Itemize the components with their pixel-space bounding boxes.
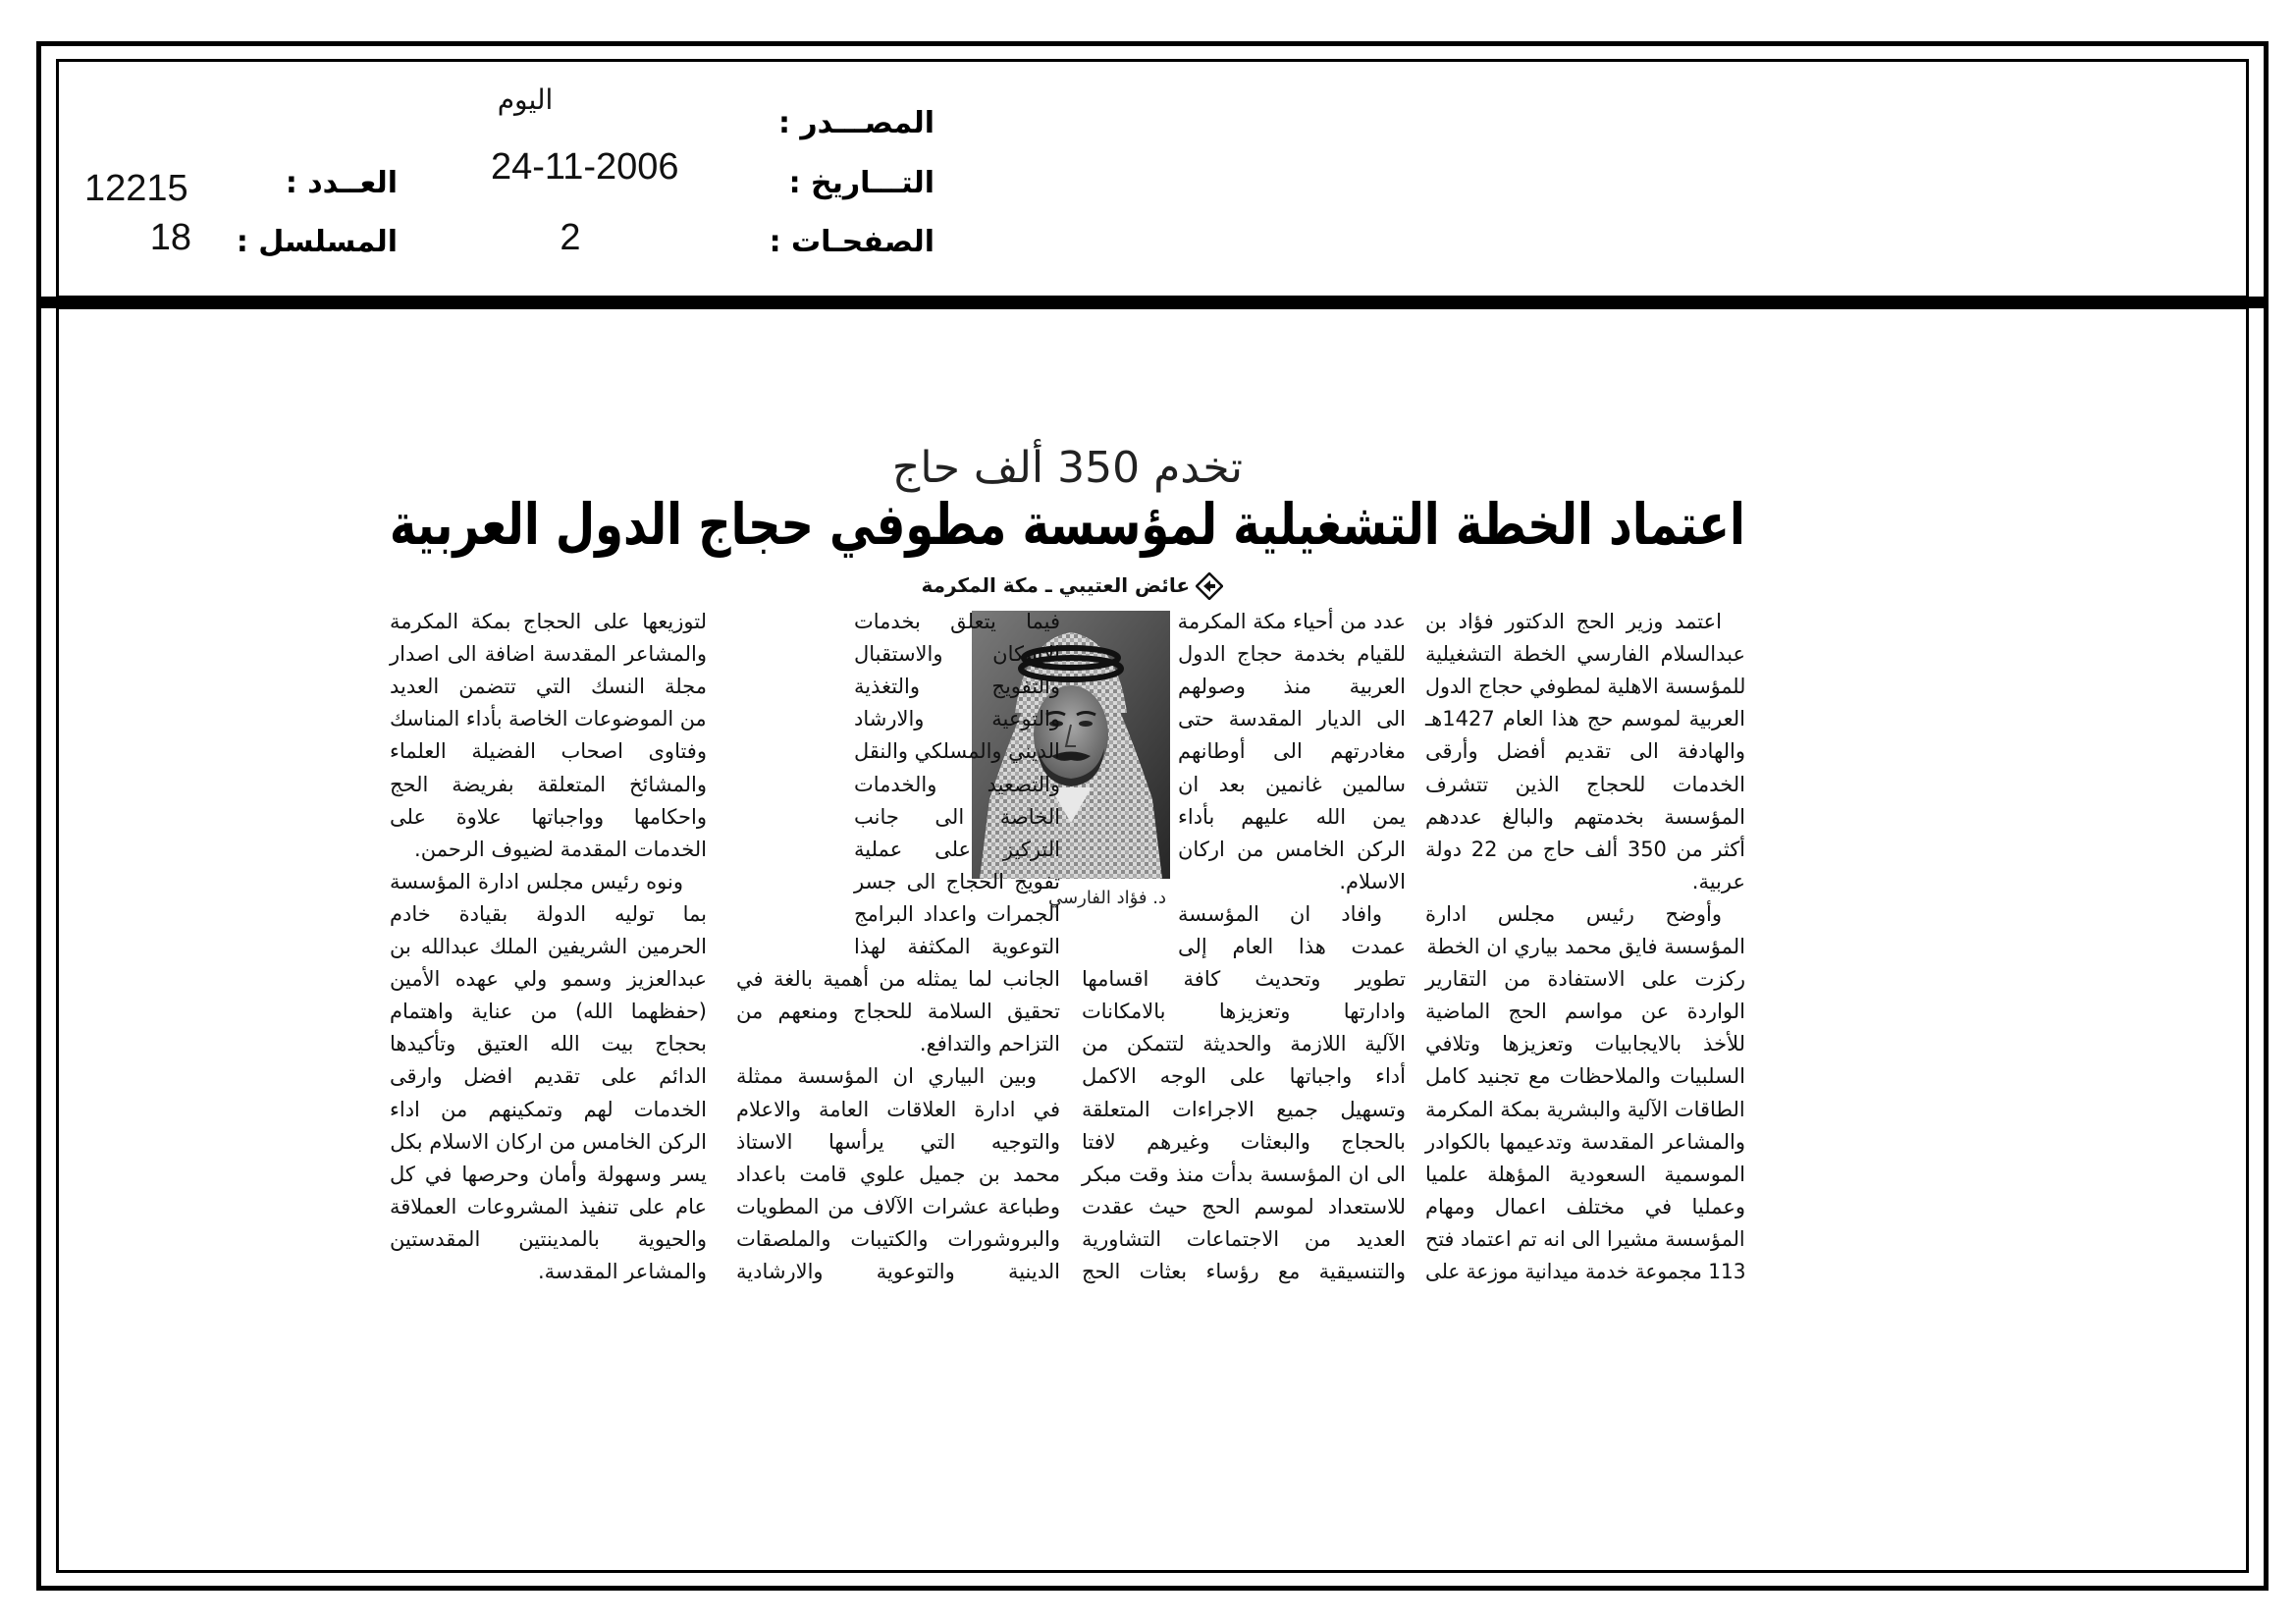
text-line <box>736 1191 1060 1223</box>
text-line-content: للقيام بخدمة حجاج الدول <box>1178 642 1406 667</box>
text-line <box>1082 1256 1406 1288</box>
issue-number-value: 12215 <box>84 168 188 209</box>
text-line-content: الخدمات المقدمة لضيوف الرحمن. <box>414 837 707 861</box>
text-line-content: والحيوية بالمدينتين المقدستين <box>390 1226 707 1251</box>
text-line <box>854 931 1060 963</box>
text-line-content: الخاصة الى جانب <box>854 804 1060 829</box>
text-line-content: والبروشورات والكتيبات والملصقات <box>736 1226 1060 1251</box>
text-line-content: سالمين غانمين بعد ان <box>1178 772 1406 796</box>
text-line-content: الآلية اللازمة والحديثة لتتمكن من <box>1082 1032 1406 1056</box>
photo-caption: د. فؤاد الفارسي <box>1048 888 1166 908</box>
source-value: اليوم <box>497 83 554 116</box>
text-line <box>854 703 1060 735</box>
text-line <box>1082 963 1406 996</box>
text-line <box>1425 606 1745 638</box>
text-line-content: واحكامها وواجباتها علاوة على <box>390 804 707 829</box>
text-line <box>1425 996 1745 1028</box>
text-line-content: وأوضح رئيس مجلس ادارة <box>1425 901 1722 926</box>
text-line <box>390 703 707 735</box>
text-line-content: فيما يتعلق بخدمات <box>854 610 1060 633</box>
text-line <box>390 638 707 671</box>
text-line-content: تحقيق السلامة للحجاج ومنعهم من <box>736 1000 1060 1024</box>
text-line <box>390 1159 707 1191</box>
text-line-content: للأخذ بالايجابيات وتعزيزها وتلافي <box>1425 1032 1745 1056</box>
text-line-content: عبدالعزيز وسمو ولي عهده الأمين <box>390 967 707 992</box>
text-line <box>390 606 707 638</box>
text-line-content: الطاقات الآلية والبشرية بمكة المكرمة <box>1425 1097 1745 1121</box>
text-line-content: في ادارة العلاقات العامة والاعلام <box>736 1097 1060 1121</box>
text-line <box>1178 638 1406 671</box>
text-line-content: المؤسسة فايق محمد بياري ان الخطة <box>1426 935 1745 958</box>
text-line-content: محمد بن جميل علوي قامت باعداد <box>736 1162 1060 1186</box>
text-line-content: ركزت على الاستفادة من التقارير <box>1425 967 1745 992</box>
article-headline <box>390 483 1745 566</box>
text-line <box>854 801 1060 834</box>
text-line-content: الجمرات واعداد البرامج <box>854 901 1060 926</box>
article-column-4 <box>390 606 707 1288</box>
text-line <box>390 931 707 963</box>
text-line <box>1082 1126 1406 1159</box>
text-line-content: الركن الخامس من اركان الاسلام بكل <box>390 1129 707 1154</box>
text-line <box>1425 834 1745 866</box>
text-line <box>736 1060 1060 1093</box>
text-line-content: المؤسسة بخدمتهم والبالغ عددهم <box>1425 804 1745 829</box>
text-line <box>1425 1159 1745 1191</box>
text-line <box>1082 1028 1406 1060</box>
text-line-content: الجانب لما يمثله من أهمية بالغة في <box>736 967 1060 992</box>
text-line-content: وتسهيل جميع الاجراءات المتعلقة <box>1082 1097 1406 1121</box>
text-line-content: الدائم على تقديم افضل وارقى <box>390 1064 707 1089</box>
text-line-content: مغادرتهم الى أوطانهم <box>1178 739 1406 764</box>
text-line <box>390 1028 707 1060</box>
pages-label: الصفحـات : <box>769 225 934 259</box>
text-line-content: يسر وسهولة وأمان وحرصها في كل <box>390 1162 707 1186</box>
text-line <box>1425 1191 1745 1223</box>
text-line-content: بالحجاج والبعثات وغيرهم لافتا <box>1082 1129 1406 1154</box>
text-line-content: التزاحم والتدافع. <box>919 1032 1060 1056</box>
text-line-content: عام على تنفيذ المشروعات العملاقة <box>390 1194 707 1218</box>
text-line-content: المؤسسة مشيرا الى انه تم اعتماد فتح <box>1425 1226 1745 1251</box>
text-line-content: لتوزيعها على الحجاج بمكة المكرمة <box>390 610 707 633</box>
article-column-1 <box>1425 606 1745 1288</box>
text-line-content: التوعوية المكثفة لهذا <box>854 935 1060 958</box>
text-line <box>1425 931 1745 963</box>
text-line <box>1425 1223 1745 1256</box>
text-line-content: عمدت هذا العام إلى <box>1178 935 1406 958</box>
text-line <box>1178 898 1406 931</box>
text-line-content: عبدالسلام الفارسي الخطة التشغيلية <box>1425 642 1745 667</box>
text-line-content: اعتمد وزير الحج الدكتور فؤاد بن <box>1425 610 1722 633</box>
text-line <box>1425 769 1745 801</box>
article-subtitle-text: تخدم 350 ألف حاج <box>891 443 1244 493</box>
text-line <box>1178 769 1406 801</box>
pages-value: 2 <box>560 217 581 258</box>
text-line-content: والتنسيقية مع رؤساء بعثات الحج <box>1082 1260 1406 1283</box>
text-line-content: الواردة عن مواسم الحج الماضية <box>1425 1000 1745 1024</box>
text-line <box>1178 834 1406 866</box>
article-column-3 <box>736 606 1060 1288</box>
text-line-content: أداء واجباتها على الوجه الاكمل <box>1082 1064 1406 1089</box>
text-line-content: الركن الخامس من اركان <box>1178 837 1406 861</box>
text-line <box>1425 963 1745 996</box>
text-line <box>1082 1223 1406 1256</box>
article-headline-text: اعتماد الخطة التشغيلية لمؤسسة مطوفي حجاج الدول العربية <box>390 491 1745 558</box>
text-line-content: الاسلام. <box>1339 869 1406 893</box>
article-byline: عائض العتيبي ـ مكة المكرمة <box>921 573 1190 597</box>
text-line <box>1178 671 1406 703</box>
text-line-content: والهادفة الى تقديم أفضل وأرقى <box>1425 739 1745 764</box>
text-line <box>854 735 1060 768</box>
text-line-content: الاسكان والاستقبال <box>854 642 1060 667</box>
text-line <box>390 1191 707 1223</box>
text-line-content: تفويج الحجاج الى جسر <box>854 869 1060 893</box>
text-line <box>1425 866 1745 898</box>
text-line-content: والمشاعر المقدسة. <box>538 1260 707 1283</box>
text-line <box>736 1028 1060 1060</box>
text-line-content: وادارتها وتعزيزها بالامكانات <box>1082 1000 1406 1024</box>
text-line <box>736 1094 1060 1126</box>
text-line-content: التركيز على عملية <box>854 837 1060 861</box>
text-line <box>1425 638 1745 671</box>
text-line-content: العربية لموسم حج هذا العام 1427هـ <box>1425 707 1745 731</box>
text-line <box>1082 996 1406 1028</box>
text-line <box>1425 1126 1745 1159</box>
text-line-content: للاستعداد لموسم الحج حيث عقدت <box>1082 1194 1406 1218</box>
text-line-content: والتصعيد والخدمات <box>854 772 1060 796</box>
text-line-content: وطباعة عشرات الآلاف من المطويات <box>736 1194 1060 1218</box>
text-line <box>390 1094 707 1126</box>
text-line <box>390 735 707 768</box>
source-label: المصـــدر : <box>777 106 934 140</box>
text-line-content: الخدمات لهم وتمكينهم من اداء <box>390 1097 707 1121</box>
text-line <box>736 1256 1060 1288</box>
text-line <box>1425 703 1745 735</box>
text-line-content: والتوجيه التي يرأسها الاستاذ <box>736 1129 1060 1154</box>
text-line <box>390 963 707 996</box>
text-line-content: عربية. <box>1691 869 1745 893</box>
text-line-content: وافاد ان المؤسسة <box>1178 901 1382 926</box>
text-line <box>1178 606 1406 638</box>
text-line-content: الخدمات للحجاج الذين تتشرف <box>1425 772 1745 796</box>
text-line <box>390 898 707 931</box>
text-line <box>854 606 1060 638</box>
text-line-content: العديد من الاجتماعات التشاورية <box>1082 1226 1406 1251</box>
text-line-content: الموسمية السعودية المؤهلة علميا <box>1425 1162 1745 1186</box>
text-line-content: الى الديار المقدسة حتى <box>1178 707 1406 731</box>
text-line-content: والمشائخ المتعلقة بفريضة الحج <box>390 772 707 796</box>
text-line-content: الحرمين الشريفين الملك عبدالله بن <box>390 935 707 958</box>
issue-number-label: العــدد : <box>285 166 398 200</box>
text-line-content: ونوه رئيس مجلس ادارة المؤسسة <box>390 869 683 893</box>
text-line <box>390 801 707 834</box>
text-line <box>390 834 707 866</box>
text-line <box>736 1223 1060 1256</box>
text-line-content: الى ان المؤسسة بدأت منذ وقت مبكر <box>1082 1162 1406 1186</box>
text-line <box>390 1126 707 1159</box>
text-line <box>854 638 1060 671</box>
text-line-content: مجلة النسك التي تتضمن العديد <box>390 675 707 699</box>
article-column-2 <box>1082 606 1406 1288</box>
text-line <box>1425 1256 1745 1288</box>
text-line <box>736 1159 1060 1191</box>
text-line <box>1425 1028 1745 1060</box>
text-line-content: والمشاعر المقدسة وتدعيمها بالكوادر <box>1425 1129 1745 1154</box>
text-line-content: السلبيات والملاحظات مع تجنيد كامل <box>1425 1064 1745 1089</box>
text-line <box>390 866 707 898</box>
text-line-content: العربية منذ وصولهم <box>1178 675 1406 699</box>
text-line-content: الدينية والتوعوية والارشادية <box>736 1260 1060 1283</box>
text-line <box>1425 801 1745 834</box>
text-line <box>854 769 1060 801</box>
text-line <box>1082 1094 1406 1126</box>
text-line <box>1425 898 1745 931</box>
text-line-content: عدد من أحياء مكة المكرمة <box>1177 610 1406 633</box>
date-value: 24-11-2006 <box>491 146 679 188</box>
text-line <box>390 996 707 1028</box>
text-line-content: 113 مجموعة خدمة ميدانية موزعة على <box>1424 1260 1745 1283</box>
text-line <box>1425 671 1745 703</box>
text-line-content: (حفظهما الله) من عناية واهتمام <box>390 1000 707 1024</box>
text-line-content: يمن الله عليهم بأداء <box>1178 804 1406 829</box>
text-line-content: بما توليه الدولة بقيادة خادم <box>390 901 707 926</box>
text-line <box>1425 1094 1745 1126</box>
text-line <box>736 996 1060 1028</box>
text-line <box>1178 931 1406 963</box>
text-line-content: أكثر من 350 ألف حاج من 22 دولة <box>1425 837 1746 861</box>
text-line-content: للمؤسسة الاهلية لمطوفي حجاج الدول <box>1424 675 1745 699</box>
text-line <box>1082 1191 1406 1223</box>
text-line <box>854 671 1060 703</box>
text-line-content: وبين البياري ان المؤسسة ممثلة <box>736 1064 1037 1089</box>
diamond-arrow-icon <box>1196 572 1223 600</box>
text-line <box>1425 735 1745 768</box>
text-line-content: وعمليا في مختلف اعمال ومهام <box>1425 1194 1745 1218</box>
text-line <box>390 671 707 703</box>
text-line <box>1425 1060 1745 1093</box>
text-line <box>854 866 1060 898</box>
text-line <box>1178 735 1406 768</box>
text-line <box>1082 1159 1406 1191</box>
text-line <box>390 1256 707 1288</box>
text-line <box>854 898 1060 931</box>
serial-value: 18 <box>149 217 191 258</box>
text-line <box>390 1060 707 1093</box>
text-line <box>390 769 707 801</box>
text-line-content: تطوير وتحديث كافة اقسامها <box>1082 967 1406 992</box>
serial-label: المسلسل : <box>236 225 398 259</box>
text-line-content: بحجاج بيت الله العتيق وتأكيدها <box>390 1032 707 1056</box>
text-line-content: والتفويج والتغذية <box>854 675 1060 699</box>
text-line <box>854 834 1060 866</box>
text-line <box>1082 1060 1406 1093</box>
text-line <box>736 963 1060 996</box>
text-line-content: والمشاعر المقدسة اضافة الى اصدار <box>390 642 707 667</box>
text-line <box>1178 703 1406 735</box>
text-line-content: وفتاوى اصحاب الفضيلة العلماء <box>390 739 707 764</box>
date-label: التـــاريخ : <box>788 166 934 200</box>
text-line <box>736 1126 1060 1159</box>
text-line-content: والتوعية والارشاد <box>854 707 1060 731</box>
text-line <box>1178 866 1406 898</box>
text-line <box>390 1223 707 1256</box>
text-line-content: من الموضوعات الخاصة بأداء المناسك <box>390 707 707 731</box>
text-line-content: الديني والمسلكي والنقل <box>854 739 1060 764</box>
text-line <box>1178 801 1406 834</box>
